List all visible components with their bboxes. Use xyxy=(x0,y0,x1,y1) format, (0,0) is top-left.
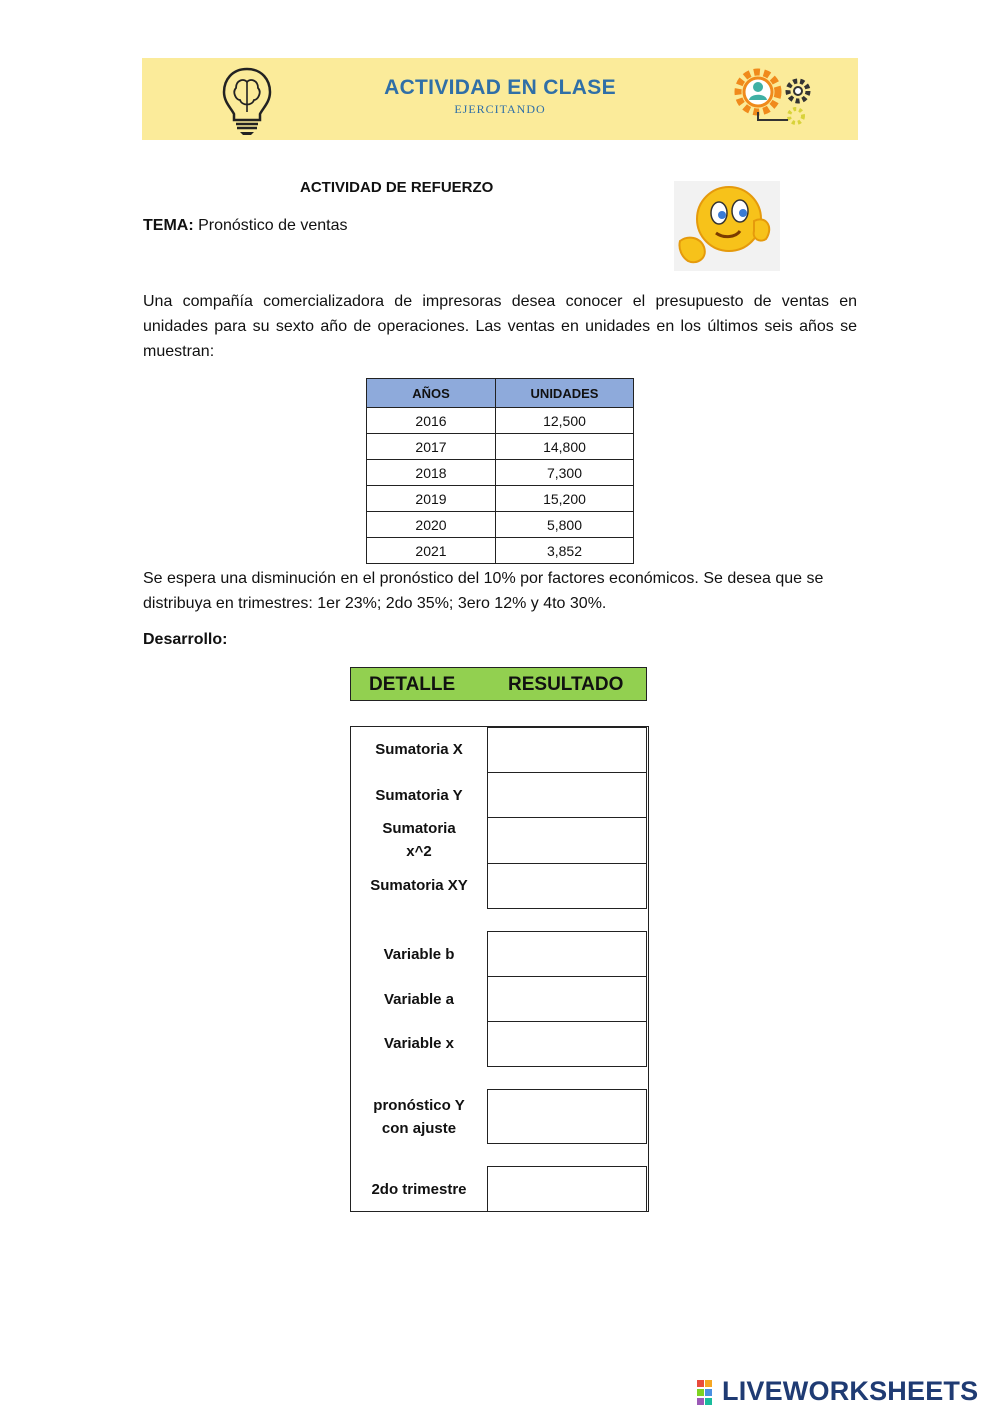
problem-paragraph: Una compañía comercializadora de impresoras desea conocer el presupuesto de ventas en unidades para su sexto año de operaciones. Las ventas en unidades en los últimos seis años se muestran: xyxy=(143,293,857,360)
label-sumatoria-x: Sumatoria X xyxy=(375,741,463,758)
table-row xyxy=(367,538,634,564)
label-sumatoria-xy: Sumatoria XY xyxy=(370,877,468,894)
units-cell: 3,852 xyxy=(496,538,634,564)
label-variable-a: Variable a xyxy=(383,991,455,1008)
table-row xyxy=(367,512,634,538)
year-cell: 2017 xyxy=(367,434,496,460)
answer-input-variable-x[interactable] xyxy=(487,1021,647,1067)
gears-person-icon xyxy=(730,64,816,130)
units-cell: 14,800 xyxy=(496,434,634,460)
thinking-emoji-icon xyxy=(674,181,780,271)
banner-subtitle: EJERCITANDO xyxy=(454,102,546,116)
conditions-paragraph: Se espera una disminución en el pronóstico del 10% por factores económicos. Se desea que se distribuya en trimestres: 1er 23%; 2do 35%; 3ero 12% y 4to 30%. xyxy=(143,570,824,612)
topic-value: Pronóstico de ventas xyxy=(193,217,348,234)
table-row xyxy=(367,486,634,512)
label-variable-x: Variable x xyxy=(383,1035,455,1052)
activity-heading: ACTIVIDAD DE REFUERZO xyxy=(300,179,494,196)
answer-input-sumatoria-xy[interactable] xyxy=(487,863,647,909)
liveworksheets-logo-icon xyxy=(697,1380,721,1406)
header-banner xyxy=(142,58,858,140)
year-cell: 2020 xyxy=(367,512,496,538)
label-sumatoria-y: Sumatoria Y xyxy=(375,787,463,804)
development-label: Desarrollo: xyxy=(143,631,228,648)
topic-label: TEMA: xyxy=(143,217,194,234)
liveworksheets-watermark xyxy=(722,1376,978,1407)
label-pronostico-y: pronóstico Y con ajuste xyxy=(373,1097,465,1137)
answer-input-2do-trimestre[interactable] xyxy=(487,1166,647,1211)
answer-input-sumatoria-y[interactable] xyxy=(487,772,647,818)
detail-table xyxy=(350,726,649,1212)
year-cell: 2016 xyxy=(367,408,496,434)
header-result: RESULTADO xyxy=(508,674,624,695)
label-sumatoria-x2: Sumatoria x^2 xyxy=(382,820,456,860)
header-years: AÑOS xyxy=(367,379,496,408)
answer-input-sumatoria-x2[interactable] xyxy=(487,817,647,864)
year-cell: 2019 xyxy=(367,486,496,512)
units-cell: 12,500 xyxy=(496,408,634,434)
label-2do-trimestre: 2do trimestre xyxy=(371,1181,467,1198)
units-cell: 5,800 xyxy=(496,512,634,538)
answer-input-variable-b[interactable] xyxy=(487,931,647,977)
topic-line xyxy=(143,217,348,235)
header-units: UNIDADES xyxy=(496,379,634,408)
answer-input-pronostico-y[interactable] xyxy=(487,1089,647,1144)
label-variable-b: Variable b xyxy=(383,946,455,963)
table-row xyxy=(367,434,634,460)
header-detail: DETALLE xyxy=(369,674,456,695)
watermark-text: LIVEWORKSHEETS xyxy=(722,1376,979,1406)
answer-input-sumatoria-x[interactable] xyxy=(487,727,647,773)
year-cell: 2021 xyxy=(367,538,496,564)
table-row xyxy=(367,408,634,434)
table-row xyxy=(367,460,634,486)
units-cell: 15,200 xyxy=(496,486,634,512)
detail-table-header xyxy=(350,667,647,701)
sales-table xyxy=(366,378,634,564)
banner-title: ACTIVIDAD EN CLASE xyxy=(384,76,616,99)
year-cell: 2018 xyxy=(367,460,496,486)
units-cell: 7,300 xyxy=(496,460,634,486)
answer-input-variable-a[interactable] xyxy=(487,976,647,1022)
